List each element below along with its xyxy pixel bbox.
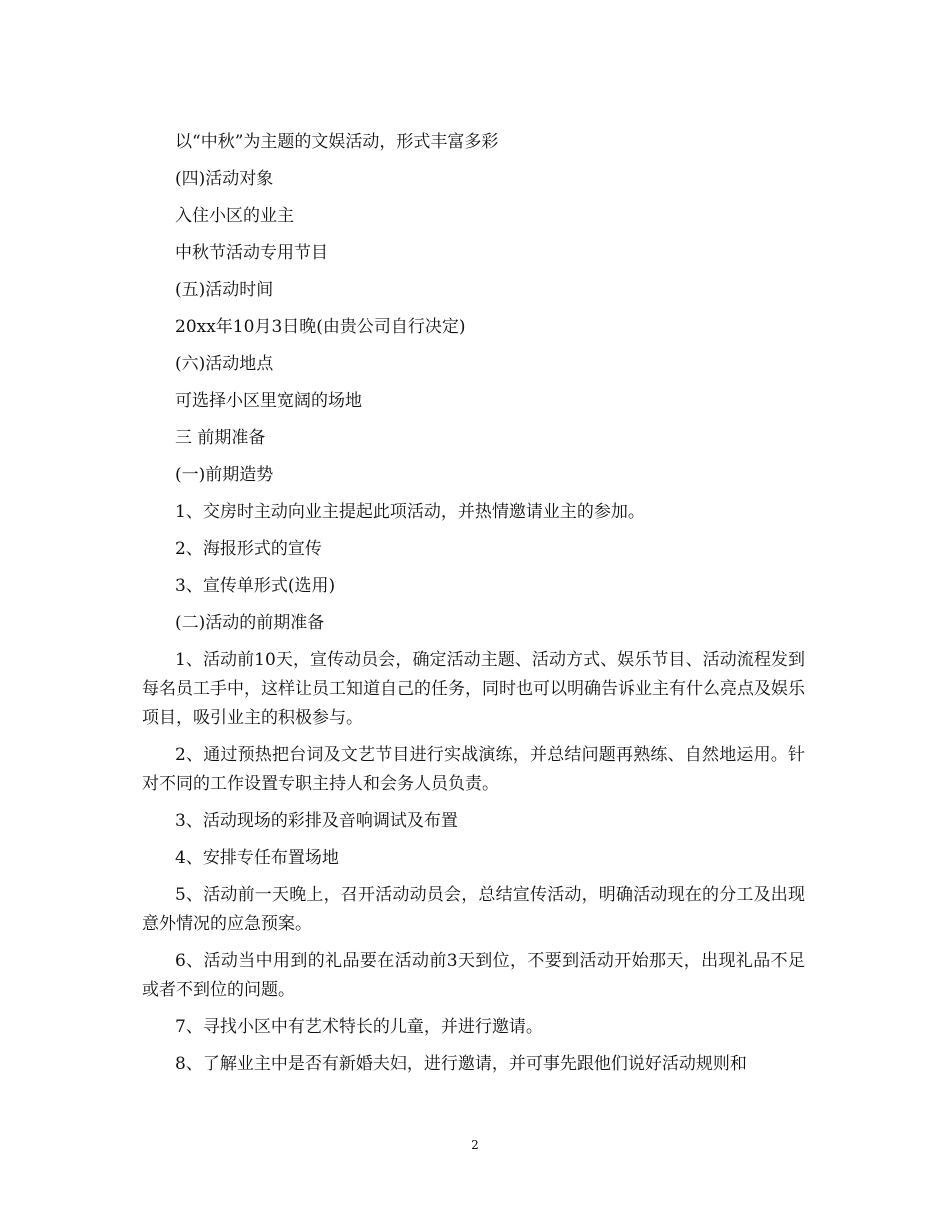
text-line-promotion-3: 3、宣传单形式(选用) (175, 576, 336, 596)
paragraph-prep-5: 5、活动前一天晚上，召开活动动员会，总结宣传活动，明确活动现在的分工及出现意外情况的应急预案。 (142, 885, 805, 934)
section-heading-location: (六)活动地点 (175, 354, 274, 374)
paragraph-prep-2: 2、通过预热把台词及文艺节目进行实战演练，并总结问题再熟练、自然地运用。针对不同的工作设置专职主持人和会务人员负责。 (142, 745, 805, 794)
section-heading-time: (五)活动时间 (175, 280, 274, 300)
paragraph-prep-6: 6、活动当中用到的礼品要在活动前3天到位，不要到活动开始那天，出现礼品不足或者不到位的问题。 (142, 951, 805, 1000)
paragraph-prep-3: 3、活动现场的彩排及音响调试及布置 (175, 811, 458, 831)
paragraph-prep-7: 7、寻找小区中有艺术特长的儿童，并进行邀请。 (175, 1017, 543, 1037)
paragraph-prep-8: 8、了解业主中是否有新婚夫妇，进行邀请，并可事先跟他们说好活动规则和 (175, 1054, 747, 1074)
page-number: 2 (471, 1138, 479, 1152)
paragraph-prep-1: 1、活动前10天，宣传动员会，确定活动主题、活动方式、娱乐节目、活动流程发到每名员工手中，这样让员工知道自己的任务，同时也可以明确告诉业主有什么亮点及娱乐项目，吸引业主的积极参与。 (142, 650, 805, 728)
text-line-time: 20xx年10月3日晚(由贵公司自行决定) (175, 317, 466, 337)
text-line-promotion-2: 2、海报形式的宣传 (175, 539, 322, 559)
subsection-heading-prep: (二)活动的前期准备 (175, 613, 325, 633)
subsection-heading-promotion: (一)前期造势 (175, 465, 274, 485)
text-line-audience: 入住小区的业主 (175, 206, 294, 226)
document-body (142, 128, 805, 1087)
text-line-location: 可选择小区里宽阔的场地 (175, 391, 362, 411)
text-line-program: 中秋节活动专用节目 (175, 243, 328, 263)
text-line-theme: 以“中秋”为主题的文娱活动，形式丰富多彩 (175, 132, 499, 152)
section-heading-preparation: 三 前期准备 (175, 428, 266, 448)
paragraph-prep-4: 4、安排专任布置场地 (175, 848, 339, 868)
text-line-promotion-1: 1、交房时主动向业主提起此项活动，并热情邀请业主的参加。 (175, 502, 645, 522)
section-heading-audience: (四)活动对象 (175, 169, 274, 189)
